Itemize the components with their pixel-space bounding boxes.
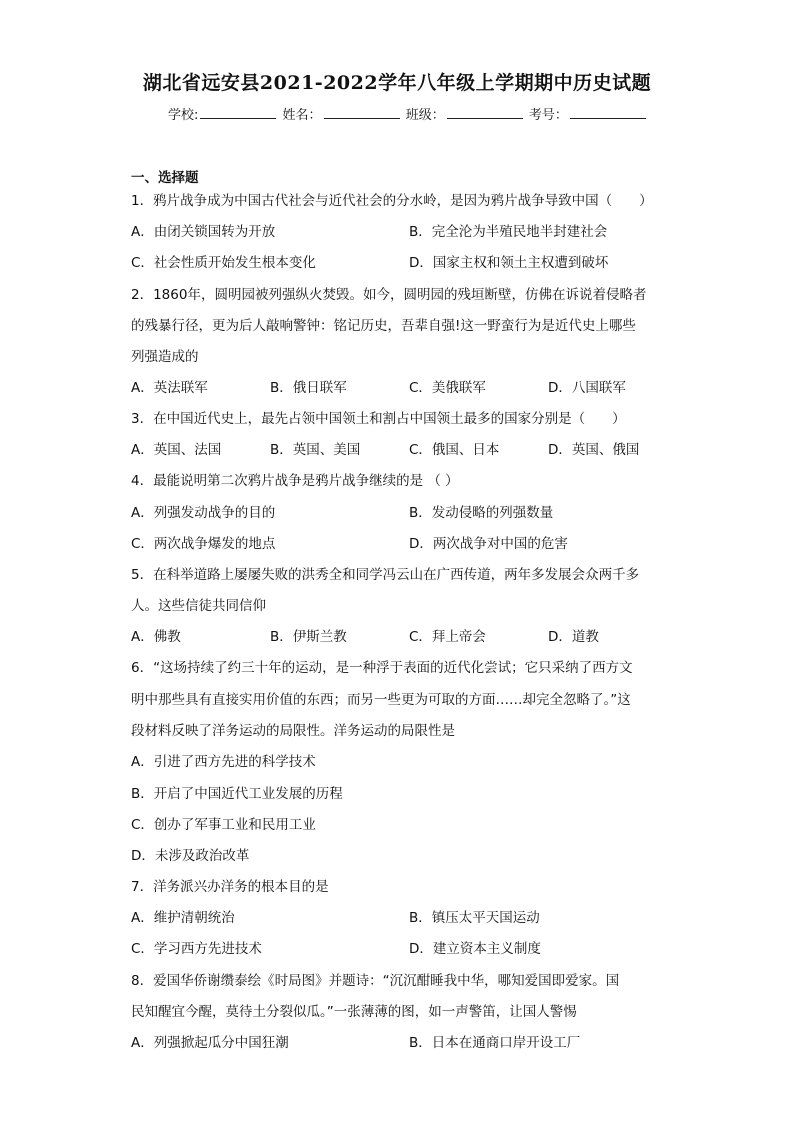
question-8-stem-line-1: 8．爱国华侨谢缵泰绘《时局图》并题诗：“沉沉酣睡我中华，哪知爱国即爱家。国 xyxy=(131,973,620,989)
q5-option-c[interactable]: C．拜上帝会 xyxy=(409,629,486,645)
q8-option-a[interactable]: A．列强掀起瓜分中国狂潮 xyxy=(131,1035,289,1051)
q2-option-d[interactable]: D．八国联军 xyxy=(548,380,626,396)
q3-option-a[interactable]: A．英国、法国 xyxy=(131,442,222,458)
q7-option-d[interactable]: D．建立资本主义制度 xyxy=(409,941,541,957)
exam-no-blank[interactable] xyxy=(570,106,646,119)
question-2-stem-line-3: 列强造成的 xyxy=(131,349,199,365)
q4-option-c[interactable]: C．两次战争爆发的地点 xyxy=(131,536,276,552)
page-title: 湖北省远安县2021-2022学年八年级上学期期中历史试题 xyxy=(142,72,652,94)
question-5-stem-line-1: 5．在科举道路上屡屡失败的洪秀全和同学冯云山在广西传道，两年多发展会众两千多 xyxy=(131,567,640,583)
q5-option-d[interactable]: D．道教 xyxy=(548,629,599,645)
q4-option-a[interactable]: A．列强发动战争的目的 xyxy=(131,505,276,521)
question-2-stem-line-1: 2．1860年，圆明园被列强纵火焚毁。如今，圆明园的残垣断壁，仿佛在诉说着侵略者 xyxy=(131,287,647,303)
q3-option-c[interactable]: C．俄国、日本 xyxy=(409,442,500,458)
question-6-stem-line-1: 6．“这场持续了约三十年的运动，是一种浮于表面的近代化尝试；它只采纳了西方文 xyxy=(131,660,633,676)
school-blank[interactable] xyxy=(200,106,276,119)
q4-option-d[interactable]: D．两次战争对中国的危害 xyxy=(409,536,568,552)
q6-option-a[interactable]: A．引进了西方先进的科学技术 xyxy=(131,754,316,770)
question-4-stem: 4．最能说明第二次鸦片战争是鸦片战争继续的是 （ ） xyxy=(131,473,459,489)
q6-option-d[interactable]: D．未涉及政治改革 xyxy=(131,848,250,864)
q5-option-b[interactable]: B．伊斯兰教 xyxy=(270,629,347,645)
q3-option-b[interactable]: B．英国、美国 xyxy=(270,442,361,458)
q6-option-b[interactable]: B．开启了中国近代工业发展的历程 xyxy=(131,786,343,802)
question-3-stem: 3．在中国近代史上，最先占领中国领土和割占中国领土最多的国家分别是（ ） xyxy=(131,411,626,427)
school-label: 学校: xyxy=(168,108,199,123)
question-5-stem-line-2: 人。这些信徒共同信仰 xyxy=(131,598,266,614)
class-label: 班级： xyxy=(405,108,445,123)
class-blank[interactable] xyxy=(447,106,523,119)
q2-option-b[interactable]: B．俄日联军 xyxy=(270,380,347,396)
section-heading: 一、选择题 xyxy=(131,170,199,186)
q7-option-c[interactable]: C．学习西方先进技术 xyxy=(131,941,262,957)
q3-option-d[interactable]: D．英国、俄国 xyxy=(548,442,640,458)
q5-option-a[interactable]: A．佛教 xyxy=(131,629,181,645)
name-label: 姓名： xyxy=(282,108,322,123)
exam-no-label: 考号： xyxy=(528,108,568,123)
q1-option-c[interactable]: C．社会性质开始发生根本变化 xyxy=(131,255,316,271)
q7-option-a[interactable]: A．维护清朝统治 xyxy=(131,910,235,926)
q4-option-b[interactable]: B．发动侵略的列强数量 xyxy=(409,505,554,521)
question-6-stem-line-2: 明中那些具有直接实用价值的东西；而另一些更为可取的方面……却完全忽略了。”这 xyxy=(131,692,631,708)
question-2-stem-line-2: 的残暴行径，更为后人敲响警钟：铭记历史，吾辈自强!这一野蛮行为是近代史上哪些 xyxy=(131,318,636,334)
q1-option-b[interactable]: B．完全沦为半殖民地半封建社会 xyxy=(409,224,608,240)
q7-option-b[interactable]: B．镇压太平天国运动 xyxy=(409,910,540,926)
question-6-stem-line-3: 段材料反映了洋务运动的局限性。洋务运动的局限性是 xyxy=(131,723,455,739)
question-7-stem: 7．洋务派兴办洋务的根本目的是 xyxy=(131,879,329,895)
q8-option-b[interactable]: B．日本在通商口岸开设工厂 xyxy=(409,1035,581,1051)
q2-option-c[interactable]: C．美俄联军 xyxy=(409,380,486,396)
q2-option-a[interactable]: A．英法联军 xyxy=(131,380,208,396)
question-1-stem: 1．鸦片战争成为中国古代社会与近代社会的分水岭，是因为鸦片战争导致中国（ ） xyxy=(131,193,653,209)
name-blank[interactable] xyxy=(324,106,400,119)
q1-option-d[interactable]: D．国家主权和领土主权遭到破坏 xyxy=(409,255,609,271)
q6-option-c[interactable]: C．创办了军事工业和民用工业 xyxy=(131,817,316,833)
student-info-line xyxy=(168,104,648,123)
question-8-stem-line-2: 民知醒宜今醒，莫待土分裂似瓜。”一张薄薄的图，如一声警笛，让国人警惕 xyxy=(131,1004,577,1020)
q1-option-a[interactable]: A．由闭关锁国转为开放 xyxy=(131,224,276,240)
